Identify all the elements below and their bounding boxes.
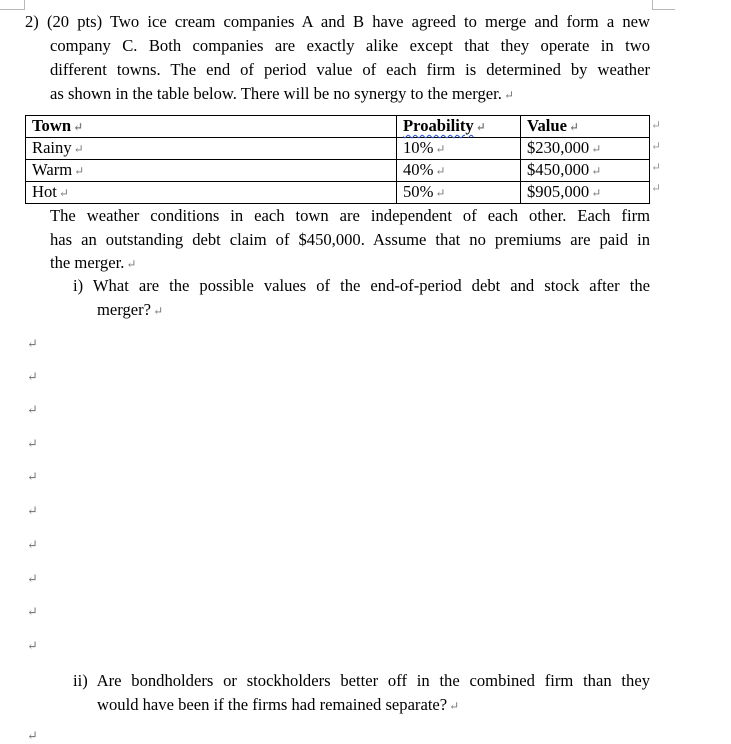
table-header-row <box>26 116 650 138</box>
row-end-mark: ↵ <box>651 118 662 132</box>
empty-paragraph-mark: ↵ <box>27 728 38 743</box>
cell-town: Warm ↵ <box>26 160 397 182</box>
part-i-line-1: i) What are the possible values of the end-of-period debt and stock after the <box>73 276 650 295</box>
cell-town: Rainy ↵ <box>26 138 397 160</box>
question-line-4: as shown in the table below. There will be no synergy to the merger. ↵ <box>50 84 514 103</box>
paragraph-mark: ↵ <box>503 88 514 102</box>
header-value: Value ↵ <box>521 116 650 138</box>
question-line-3: different towns. The end of period value of each firm is determined by weather <box>50 60 650 79</box>
table-row <box>26 138 650 160</box>
table-row <box>26 182 650 204</box>
empty-paragraph-mark: ↵ <box>27 638 38 653</box>
cell-value: $450,000 ↵ <box>521 160 650 182</box>
assumption-line-3: the merger. ↵ <box>50 253 137 272</box>
crop-mark-top-left <box>0 0 25 10</box>
cell-probability: 50% ↵ <box>397 182 521 204</box>
cell-town: Hot ↵ <box>26 182 397 204</box>
part-i-line-2: merger? ↵ <box>97 300 164 319</box>
empty-paragraph-mark: ↵ <box>27 571 38 586</box>
empty-paragraph-mark: ↵ <box>27 369 38 384</box>
empty-paragraph-mark: ↵ <box>27 537 38 552</box>
weather-table <box>25 115 650 204</box>
empty-paragraph-mark: ↵ <box>27 402 38 417</box>
empty-paragraph-mark: ↵ <box>27 604 38 619</box>
part-ii-line-2: would have been if the firms had remained separate? ↵ <box>97 695 460 714</box>
empty-paragraph-mark: ↵ <box>27 469 38 484</box>
row-end-mark: ↵ <box>651 181 662 195</box>
cell-probability: 10% ↵ <box>397 138 521 160</box>
table-row <box>26 160 650 182</box>
header-probability: Proability ↵ <box>397 116 521 138</box>
header-town: Town ↵ <box>26 116 397 138</box>
crop-mark-top-right <box>652 0 675 10</box>
part-ii-line-1: ii) Are bondholders or stockholders better off in the combined firm than they <box>73 671 650 690</box>
empty-paragraph-mark: ↵ <box>27 436 38 451</box>
row-end-mark: ↵ <box>651 139 662 153</box>
question-line-2: company C. Both companies are exactly alike except that they operate in two <box>50 36 650 55</box>
question-line-1: 2) (20 pts) Two ice cream companies A and B have agreed to merge and form a new <box>25 12 650 31</box>
empty-paragraph-mark: ↵ <box>27 336 38 351</box>
cell-value: $905,000 ↵ <box>521 182 650 204</box>
cell-probability: 40% ↵ <box>397 160 521 182</box>
row-end-mark: ↵ <box>651 160 662 174</box>
empty-paragraph-mark: ↵ <box>27 503 38 518</box>
assumption-line-2: has an outstanding debt claim of $450,000. Assume that no premiums are paid in <box>50 230 650 249</box>
assumption-line-1: The weather conditions in each town are independent of each other. Each firm <box>50 206 650 225</box>
cell-value: $230,000 ↵ <box>521 138 650 160</box>
